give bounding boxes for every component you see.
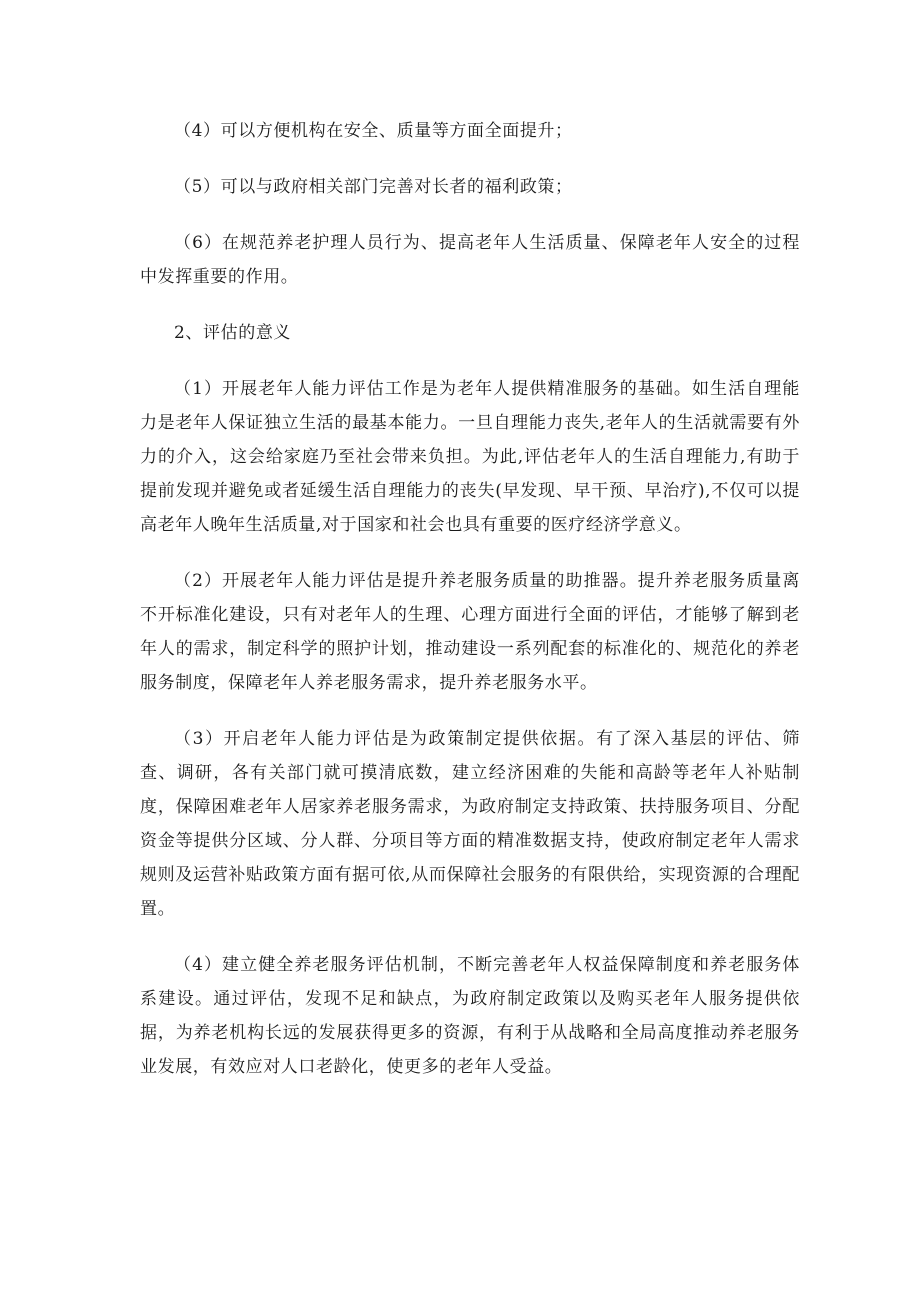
- paragraph-significance-3: （3）开启老年人能力评估是为政策制定提供依据。有了深入基层的评估、筛查、调研，各有关部门就可摸清底数，建立经济困难的失能和高龄等老年人补贴制度，保障困难老年人居家养老服务需求，为政府制定支持政策、扶持服务项目、分配资金等提供分区域、分人群、分项目等方面的精准数据支持，使政府制定老年人需求规则及运营补贴政策方面有据可依,从而保障社会服务的有限供给，实现资源的合理配置。: [140, 729, 800, 919]
- paragraph-significance-1: （1）开展老年人能力评估工作是为老年人提供精准服务的基础。如生活自理能力是老年人保证独立生活的最基本能力。一旦自理能力丧失,老年人的生活就需要有外力的介入，这会给家庭乃至社会带来负担。为此,评估老年人的生活自理能力,有助于提前发现并避免或者延缓生活自理能力的丧失(早发现、早干预、早治疗),不仅可以提高老年人晚年生活质量,对于国家和社会也具有重要的医疗经济学意义。: [140, 379, 800, 535]
- paragraph-item-6-top: （6）在规范养老护理人员行为、提高老年人生活质量、保障老年人安全的过程中发挥重要的作用。: [140, 233, 800, 287]
- section-heading: 2、评估的意义: [174, 323, 292, 343]
- paragraph-item-5-top: （5）可以与政府相关部门完善对长者的福利政策；: [174, 177, 573, 197]
- paragraph-significance-2: （2）开展老年人能力评估是提升养老服务质量的助推器。提升养老服务质量离不开标准化建设，只有对老年人的生理、心理方面进行全面的评估，才能够了解到老年人的需求，制定科学的照护计划，推动建设一系列配套的标准化的、规范化的养老服务制度，保障老年人养老服务需求，提升养老服务水平。: [140, 571, 800, 693]
- paragraph-significance-4: （4）建立健全养老服务评估机制，不断完善老年人权益保障制度和养老服务体系建设。通过评估，发现不足和缺点，为政府制定政策以及购买老年人服务提供依据，为养老机构长远的发展获得更多的资源，有利于从战略和全局高度推动养老服务业发展，有效应对人口老龄化，使更多的老年人受益。: [140, 955, 800, 1077]
- paragraph-item-4-top: （4）可以方便机构在安全、质量等方面全面提升；: [174, 121, 573, 141]
- document-body: [140, 114, 800, 1106]
